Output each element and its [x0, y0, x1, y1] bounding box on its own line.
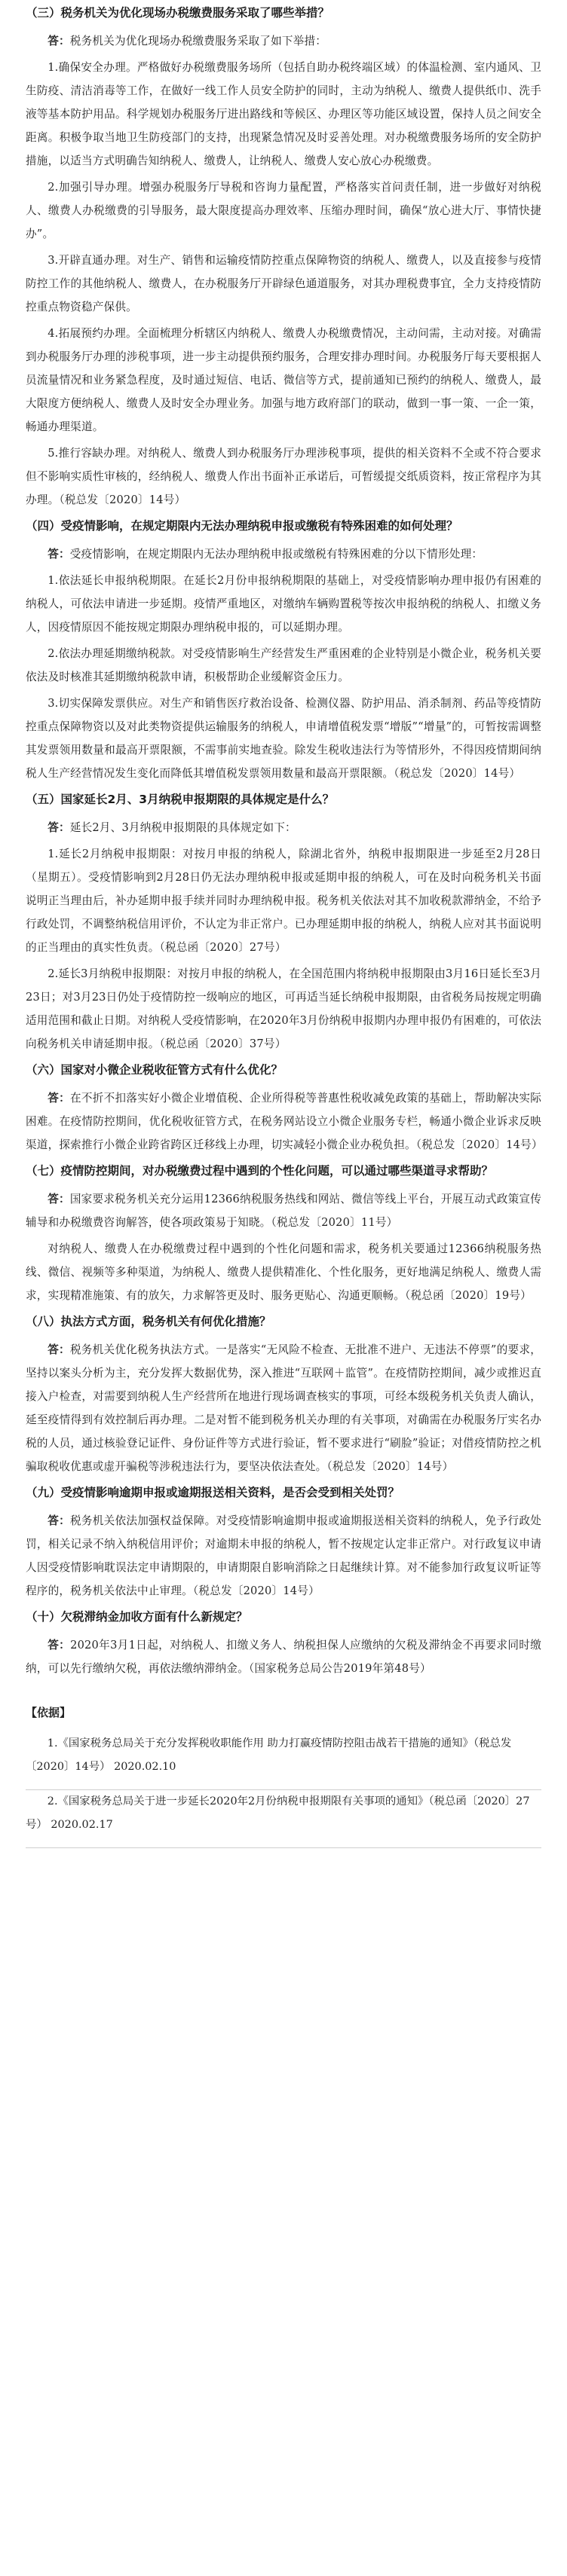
faq-section: [26, 1606, 541, 1680]
faq-section: [26, 1059, 541, 1157]
paragraph-text: 2.加强引导办理。增强办税服务厅导税和咨询力量配置，严格落实首问责任制，进一步做好对纳税人、缴费人办税缴费的引导服务，最大限度提高办理效率、压缩办理时间，确保“放心进大厅、事情快捷办”。: [26, 181, 541, 240]
paragraph-text: 在不折不扣落实好小微企业增值税、企业所得税等普惠性税收减免政策的基础上，帮助解决实际困难。在疫情防控期间，优化税收征管方式，在税务网站设立小微企业服务专栏，畅通小微企业诉求反映渠道，探索推行小微企业跨省跨区迁移线上办理，切实减轻小微企业办税负担。（税总发〔2020〕14号）: [26, 1092, 543, 1151]
question-heading: （十）欠税滞纳金加收方面有什么新规定？: [26, 1610, 248, 1624]
answer-label: 答：: [48, 1639, 71, 1652]
paragraph-text: 1.确保安全办理。严格做好办税缴费服务场所（包括自助办税终端区域）的体温检测、室内通风、卫生防疫、清洁消毒等工作，在做好一线工作人员安全防护的同时，主动为纳税人、缴费人提供纸巾、洗手液等基本防护用品。科学规划办税服务厅进出路线和等候区、办理区等功能区域设置，保持人员之间安全距离。积极争取当地卫生防疫部门的支持，出现紧急情况及时妥善处理。对办税缴费服务场所的安全防护措施，以适当方式明确告知纳税人、缴费人，让纳税人、缴费人安心放心办税缴费。: [26, 61, 541, 167]
answer-paragraph: [26, 842, 541, 959]
answer-paragraph: [26, 249, 541, 319]
paragraph-text: 4.拓展预约办理。全面梳理分析辖区内纳税人、缴费人办税缴费情况，主动问需，主动对接。对确需到办税服务厅办理的涉税事项，进一步主动提供预约服务，合理安排办理时间。办税服务厅每天要根据人员流量情况和业务紧急程度，及时通过短信、电话、微信等方式，提前通知已预约的纳税人、缴费人，最大限度方便纳税人、缴费人及时安全办理业务。加强与地方政府部门的联动，做到一事一策、一企一策，畅通办理渠道。: [26, 327, 541, 433]
faq-section: [26, 1481, 541, 1603]
paragraph-text: 国家要求税务机关充分运用12366纳税服务热线和网站、微信等线上平台，开展互动式政策宣传辅导和办税缴费咨询解答，使各项政策易于知晓。（税总发〔2020〕11号）: [26, 1193, 542, 1229]
basis-reference: 2.《国家税务总局关于进一步延长2020年2月份纳税申报期限有关事项的通知》（税总函〔2020〕27号） 2020.02.17: [26, 1795, 530, 1831]
question-heading: （六）国家对小微企业税收征管方式有什么优化？: [26, 1063, 284, 1077]
reference-divider: [26, 1847, 541, 1848]
answer-label: 答：: [48, 548, 70, 561]
answer-label: 答：: [48, 1193, 70, 1205]
answer-label: 答：: [48, 1092, 70, 1105]
answer-paragraph: [26, 642, 541, 689]
paragraph-text: 税务机关为优化现场办税缴费服务采取了如下举措：: [69, 35, 327, 47]
question-heading: （五）国家延长2月、3月纳税申报期限的具体规定是什么？: [26, 793, 335, 806]
faq-section: [26, 788, 541, 1056]
faq-section: [26, 1160, 541, 1307]
answer-paragraph: [26, 29, 541, 53]
answer-paragraph: [26, 442, 541, 512]
answer-paragraph: [26, 1237, 541, 1307]
question-heading: （三）税务机关为优化现场办税缴费服务采取了哪些举措？: [26, 6, 330, 20]
basis-heading: 【依据】: [26, 1706, 72, 1719]
answer-paragraph: [26, 569, 541, 639]
question-heading: （七）疫情防控期间，对办税缴费过程中遇到的个性化问题，可以通过哪些渠道寻求帮助？: [26, 1164, 494, 1178]
basis-reference: 1.《国家税务总局关于充分发挥税收职能作用 助力打赢疫情防控阻击战若干措施的通知》（税总发〔2020〕14号） 2020.02.10: [26, 1737, 512, 1773]
document-page: [0, 2, 567, 1848]
paragraph-text: 对纳税人、缴费人在办税缴费过程中遇到的个性化问题和需求，税务机关要通过12366纳税服务热线、微信、视频等多种渠道，为纳税人、缴费人提供精准化、个性化服务，更好地满足纳税人、缴费人需求，实现精准施策、有的放矢，力求解答更及时、服务更贴心、沟通更顺畅。（税总函〔2020〕19号）: [26, 1242, 541, 1302]
faq-section: [26, 515, 541, 785]
answer-label: 答：: [48, 35, 70, 47]
question-heading: （八）执法方式方面，税务机关有何优化措施？: [26, 1315, 271, 1328]
answer-paragraph: [26, 692, 541, 785]
answer-label: 答：: [48, 821, 70, 834]
answer-label: 答：: [48, 1514, 70, 1527]
paragraph-text: 税务机关依法加强权益保障。对受疫情影响逾期申报或逾期报送相关资料的纳税人，免予行政处罚，相关记录不纳入纳税信用评价；对逾期未申报的纳税人，暂不按规定认定非正常户。对行政复议申请人因受疫情影响耽误法定申请期限的，申请期限自影响消除之日起继续计算。对不能参加行政复议听证等程序的，税务机关依法中止审理。（税总发〔2020〕14号）: [26, 1514, 542, 1597]
answer-paragraph: [26, 542, 541, 566]
paragraph-text: 2.延长3月纳税申报期限：对按月申报的纳税人，在全国范围内将纳税申报期限由3月16日延长至3月23日；对3月23日仍处于疫情防控一级响应的地区，可再适当延长纳税申报期限，由省税务局按规定明确适用范围和截止日期。对纳税人受疫情影响，在2020年3月份纳税申报期内办理申报仍有困难的，可依法向税务机关申请延期申报。（税总函〔2020〕37号）: [26, 967, 541, 1050]
answer-paragraph: [26, 56, 541, 173]
paragraph-text: 3.切实保障发票供应。对生产和销售医疗救治设备、检测仪器、防护用品、消杀制剂、药品等疫情防控重点保障物资以及对此类物资提供运输服务的纳税人，申请增值税发票“增版”“增量”的，可暂按需调整其发票领用数量和最高开票限额，不需事前实地查验。除发生税收违法行为等情形外，不得因疫情期间纳税人生产经营情况发生变化而降低其增值税发票领用数量和最高开票限额。（税总发〔2020〕14号）: [26, 697, 541, 780]
faq-section: [26, 1310, 541, 1478]
answer-paragraph: [26, 816, 541, 839]
paragraph-text: 受疫情影响，在规定期限内无法办理纳税申报或缴税有特殊困难的分以下情形处理：: [69, 548, 483, 561]
answer-label: 答：: [48, 1343, 70, 1356]
answer-paragraph: [26, 1509, 541, 1603]
paragraph-text: 1.依法延长申报纳税期限。在延长2月份申报纳税期限的基础上，对受疫情影响办理申报仍有困难的纳税人，可依法申请进一步延期。疫情严重地区，对缴纳车辆购置税等按次申报纳税的纳税人、扣缴义务人，因疫情原因不能按规定期限办理纳税申报的，可以延期办理。: [26, 574, 541, 634]
paragraph-text: 2020年3月1日起，对纳税人、扣缴义务人、纳税担保人应缴纳的欠税及滞纳金不再要求同时缴纳，可以先行缴纳欠税，再依法缴纳滞纳金。（国家税务总局公告2019年第48号）: [26, 1639, 542, 1675]
question-heading: （九）受疫情影响逾期申报或逾期报送相关资料，是否会受到相关处罚？: [26, 1486, 400, 1499]
answer-paragraph: [26, 1633, 541, 1680]
paragraph-text: 3.开辟直通办理。对生产、销售和运输疫情防控重点保障物资的纳税人、缴费人，以及直接参与疫情防控工作的其他纳税人、缴费人，在办税服务厅开辟绿色通道服务，对其办理税费事宜，全力支持疫情防控重点物资稳产保供。: [26, 254, 541, 313]
paragraph-text: 5.推行容缺办理。对纳税人、缴费人到办税服务厅办理涉税事项，提供的相关资料不全或不符合要求但不影响实质性审核的，经纳税人、缴费人作出书面补正承诺后，可暂缓提交纸质资料，按正常程序为其办理。（税总发〔2020〕14号）: [26, 447, 541, 506]
answer-paragraph: [26, 1338, 541, 1478]
paragraph-text: 延长2月、3月纳税申报期限的具体规定如下：: [69, 821, 296, 834]
answer-paragraph: [26, 1086, 541, 1157]
answer-paragraph: [26, 1187, 541, 1234]
paragraph-text: 2.依法办理延期缴纳税款。对受疫情影响生产经营发生严重困难的企业特别是小微企业，税务机关要依法及时核准其延期缴纳税款申请，积极帮助企业缓解资金压力。: [26, 647, 541, 683]
answer-paragraph: [26, 176, 541, 246]
answer-paragraph: [26, 322, 541, 439]
question-heading: （四）受疫情影响，在规定期限内无法办理纳税申报或缴税有特殊困难的如何处理？: [26, 519, 458, 533]
answer-paragraph: [26, 962, 541, 1056]
faq-section: [26, 2, 541, 512]
paragraph-text: 税务机关优化税务执法方式。一是落实“无风险不检查、无批准不进户、无违法不停票”的要求，坚持以案头分析为主，充分发挥大数据优势，深入推进“互联网＋监管”。在疫情防控期间，减少或推迟直接入户检查，对需要到纳税人生产经营所在地进行现场调查核实的事项，可经本级税务机关负责人确认，延至疫情得到有效控制后再办理。二是对暂不能到税务机关办理的有关事项，对确需在办税服务厅实名办税的人员，通过核验登记证件、身份证件等方式进行验证，暂不要求进行“刷脸”验证；对借疫情防控之机骗取税收优惠或虚开骗税等涉税违法行为，要坚决依法查处。（税总发〔2020〕14号）: [26, 1343, 541, 1473]
paragraph-text: 1.延长2月纳税申报期限：对按月申报的纳税人，除湖北省外，纳税申报期限进一步延至2月28日（星期五）。受疫情影响到2月28日仍无法办理纳税申报或延期申报的纳税人，可在及时向税务机关书面说明正当理由后，补办延期申报手续并同时办理纳税申报。税务机关依法对其不加收税款滞纳金，不给予行政处罚，不调整纳税信用评价，不认定为非正常户。已办理延期申报的纳税人，纳税人应对其书面说明的正当理由的真实性负责。（税总函〔2020〕27号）: [26, 848, 541, 954]
